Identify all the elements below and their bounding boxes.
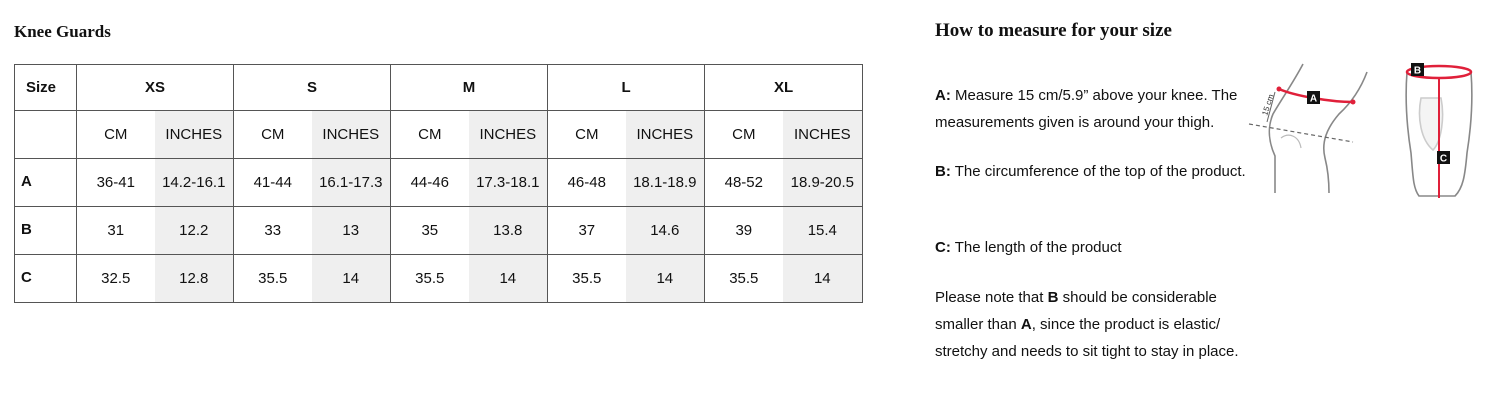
table-cell: 35.5 [548,255,626,303]
note-b-key: B [1047,289,1059,306]
table-cell: 18.9-20.5 [783,159,863,207]
table-cell: 12.2 [155,207,234,255]
unit-header-row [15,111,863,159]
table-row [15,159,863,207]
size-header: Size [15,65,77,111]
table-title: Knee Guards [14,22,111,41]
unit-cm: CM [234,111,312,159]
marker-a-label: A [1309,93,1318,105]
guide-title: How to measure for your size [935,20,1172,41]
table-cell: 44-46 [391,159,469,207]
measure-b-text [935,158,1255,185]
measurement-illustration [1245,58,1485,203]
table-cell: 35.5 [391,255,469,303]
table-cell: 13.8 [469,207,548,255]
measure-c-key: C: [935,239,951,256]
size-xs: XS [77,65,234,111]
table-cell: 35.5 [234,255,312,303]
row-label-a: A [15,159,77,207]
table-cell: 13 [312,207,391,255]
table-cell: 36-41 [77,159,155,207]
table-cell: 14.6 [626,207,705,255]
leg-diagram [1269,64,1367,193]
measure-label: 15 cm [1260,93,1276,117]
marker-b-label: B [1413,65,1422,77]
marker-c-label: C [1439,153,1448,165]
row-label-b: B [15,207,77,255]
measure-a-key: A: [935,87,951,104]
table-cell: 14 [783,255,863,303]
table-cell: 17.3-18.1 [469,159,548,207]
table-cell: 14 [626,255,705,303]
measure-a-text [935,82,1255,136]
unit-inches: INCHES [155,111,234,159]
unit-inches: INCHES [469,111,548,159]
measure-a-dot [1277,87,1282,92]
table-cell: 46-48 [548,159,626,207]
measure-b-key: B: [935,163,951,180]
unit-cm: CM [705,111,783,159]
table-cell: 31 [77,207,155,255]
unit-inches: INCHES [312,111,391,159]
table-cell: 15.4 [783,207,863,255]
unit-cm: CM [77,111,155,159]
unit-inches: INCHES [783,111,863,159]
table-cell: 33 [234,207,312,255]
table-cell: 14 [469,255,548,303]
table-row [15,255,863,303]
measure-a-description: Measure 15 cm/5.9” above your knee. The measurements given is around your thigh. [935,87,1238,131]
table-cell: 48-52 [705,159,783,207]
note-text: Please note that [935,289,1044,306]
measure-c-text [935,234,1255,261]
size-m: M [391,65,548,111]
size-xl: XL [705,65,863,111]
empty-cell [15,111,77,159]
size-header-row [15,65,863,111]
table-cell: 41-44 [234,159,312,207]
table-cell: 18.1-18.9 [626,159,705,207]
size-l: L [548,65,705,111]
table-cell: 12.8 [155,255,234,303]
table-cell: 14.2-16.1 [155,159,234,207]
measure-a-dot [1351,100,1356,105]
knee-line [1249,124,1353,142]
table-cell: 37 [548,207,626,255]
table-cell: 32.5 [77,255,155,303]
table-cell: 14 [312,255,391,303]
sizing-note [935,284,1255,365]
note-a-key: A [1020,316,1032,333]
note-text: , since the product is elastic/ stretchy and needs to sit tight to stay in place. [935,316,1239,360]
row-label-c: C [15,255,77,303]
size-s: S [234,65,391,111]
table-row [15,207,863,255]
note-text: should be considerable smaller than [935,289,1217,333]
measure-c-description: The length of the product [954,239,1122,256]
size-chart-table [14,64,863,303]
unit-cm: CM [391,111,469,159]
unit-inches: INCHES [626,111,705,159]
unit-cm: CM [548,111,626,159]
measure-b-description: The circumference of the top of the product. [954,163,1246,180]
table-cell: 39 [705,207,783,255]
table-cell: 35.5 [705,255,783,303]
table-cell: 16.1-17.3 [312,159,391,207]
table-cell: 35 [391,207,469,255]
